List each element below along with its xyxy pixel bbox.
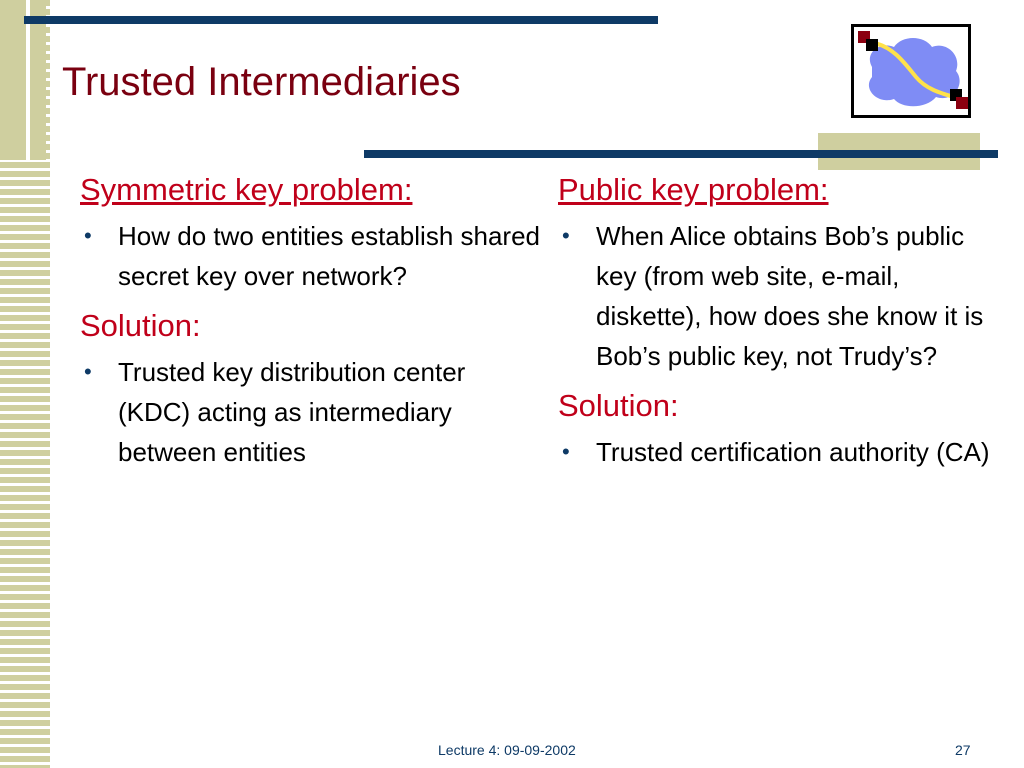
left-column: [80, 170, 540, 472]
solution-heading: Solution:: [80, 308, 201, 343]
node-square: [956, 97, 968, 109]
network-cloud-icon: [851, 24, 971, 118]
slide-title: Trusted Intermediaries: [62, 60, 461, 104]
public-solution-list: [558, 432, 998, 472]
bullet-icon: •: [84, 223, 92, 248]
symmetric-problem-list: [80, 216, 540, 296]
title-rule: [364, 150, 998, 158]
bullet-text: How do two entities establish shared secret key over network?: [118, 221, 541, 291]
page-number: 27: [955, 742, 971, 758]
bullet-icon: •: [84, 359, 92, 384]
network-cloud-graphic: [854, 27, 968, 115]
solution-heading: Solution:: [558, 388, 679, 423]
symmetric-key-heading: Symmetric key problem:: [80, 172, 413, 207]
footer-lecture: Lecture 4: 09-09-2002: [438, 742, 576, 758]
public-problem-list: [558, 216, 998, 376]
list-item: [558, 216, 998, 376]
bullet-text: Trusted certification authority (CA): [596, 437, 990, 467]
bullet-text: Trusted key distribution center (KDC) acting as intermediary between entities: [118, 357, 466, 467]
top-rule: [24, 16, 658, 24]
list-item: [558, 432, 998, 472]
public-key-heading: Public key problem:: [558, 172, 829, 207]
right-column: [558, 170, 998, 472]
node-square: [866, 39, 878, 51]
bullet-icon: •: [562, 439, 570, 464]
bullet-text: When Alice obtains Bob’s public key (from web site, e-mail, diskette), how does she know it is Bob’s public key, not Trudy’s?: [596, 221, 984, 371]
decorative-stripes-top: [0, 0, 46, 160]
bullet-icon: •: [562, 223, 570, 248]
symmetric-solution-list: [80, 352, 540, 472]
list-item: [80, 216, 540, 296]
list-item: [80, 352, 540, 472]
